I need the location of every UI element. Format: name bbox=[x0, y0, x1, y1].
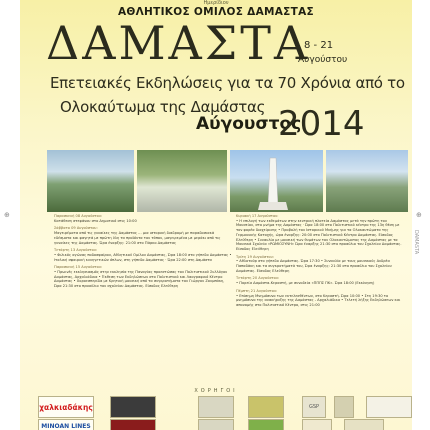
sponsors-heading: ΧΟΡΗΓΟΙ bbox=[194, 388, 238, 394]
program-text: Κατάθεση στεφάνου στο Δημοτικό στις 10:00 bbox=[54, 218, 137, 223]
program-item bbox=[236, 214, 404, 252]
organizer-label: Ημερίδιον bbox=[203, 0, 229, 6]
program-item bbox=[54, 214, 232, 223]
program-item bbox=[236, 289, 404, 308]
photo-memorial-monument bbox=[230, 150, 323, 212]
program-date: Παρασκευή 08 Αυγούστου: bbox=[54, 214, 103, 218]
program-text: Μαγειρέματα από τις γυναίκες της Δαμάστας ... μια ιστορική διαδρομή με παραδοσιακά εδέσματα και φαγητά με πρώτη ύλη τα προϊόντα του τόπου, μαγειρεμένα με μεράκι από τις γυναίκες της Δαμάστας. Ώρα έναρξης: 21:00 στο Πάρκο Δαμάστας bbox=[54, 231, 221, 245]
sponsor-logo-3 bbox=[198, 396, 234, 418]
program-item bbox=[236, 255, 404, 274]
sponsor-logo-11 bbox=[302, 419, 332, 430]
photo-village-dance bbox=[47, 150, 134, 212]
sponsor-logo-7 bbox=[366, 396, 412, 418]
program-date: Πέμπτη 21 Αυγούστου: bbox=[236, 288, 278, 293]
program-date: Κυριακή 17 Αυγούστου: bbox=[236, 214, 279, 218]
sponsor-logo-10 bbox=[248, 419, 284, 430]
program-right-column bbox=[236, 214, 404, 311]
subtitle-line-2: Ολοκαύτωμα της Δαμάστας bbox=[60, 98, 266, 116]
program-text: • Πορεία Δαμάστα-Κεραστή, με συνοδεία «ΠΠΠΣ ΠΚ». Ώρα 18:00 (Εκκίνηση) bbox=[236, 281, 375, 286]
side-watermark: DAMASTA bbox=[413, 230, 419, 255]
sponsor-logo-4 bbox=[248, 396, 284, 418]
registration-mark-icon: ⊕ bbox=[4, 211, 10, 219]
organizer-name: ΑΘΛΗΤΙΚΟΣ ΟΜΙΛΟΣ ΔΑΜΑΣΤΑΣ bbox=[117, 6, 315, 18]
photo-village-landscape bbox=[326, 150, 408, 212]
program-item bbox=[54, 248, 232, 262]
poster-title: ΔΑΜΑΣΤΑ bbox=[46, 16, 311, 70]
program-date: Σάββατο 09 Αυγούστου: bbox=[54, 226, 98, 231]
year-label: 2014 bbox=[278, 104, 365, 144]
program-item bbox=[54, 265, 232, 289]
sponsor-logo-chalkiadakis: χαλκιαδάκης bbox=[38, 396, 94, 418]
event-dates: 8 - 21 bbox=[304, 40, 334, 51]
program-left-column bbox=[54, 214, 232, 292]
program-text: • Η επιλογή των εκθεμάτων στην κεντρική πλατεία Δαμάστας μετά την πρώτη του Μουσείου, στο μνήμα της Δαμάστας · Ώρα 18:00 στο Πολιτιστικό κέντρο της 13η θέση με τον φορέα διαχείρισης • Προβολή του Ιστορικού Μνήμης για τα Ολοκαυτώματα της Γερμανικής Κατοχής, ώρα έναρξης: 20:00 στο Πολιτιστικό Κέντρο Δαμάστας. Είσοδος Ελεύθερη • Συναυλία με μουσική των θυμάτων του Ολοκαυτώματος της Δαμάστας με τα Μουσικά Σχολεία «ΡΩΜΙΟΣΥΝΗ» Ώρα έναρξης 21:30 στο προαύλιο του Σχολείου Δαμάστας. Είσοδος Ελεύθερη bbox=[236, 218, 402, 251]
program-item bbox=[54, 226, 232, 245]
sponsor-logo-gsp: GSP bbox=[302, 396, 326, 418]
month-label: Αύγουστος bbox=[196, 114, 302, 134]
program-text: • Φιλικός αγώνας ποδοσφαίρου, Αθλητικού Ομίλου Δαμάστας, Ώρα 18:00 στο γήπεδο Δαμάστας • Ιταλική σφαιρική κυνηγετικών όπλων, στη γήπεδο Δαμάστας · Ώρα 22:00 στη Δαμάστα bbox=[54, 252, 232, 262]
sponsor-logo-8 bbox=[110, 419, 156, 430]
sponsor-logo-6 bbox=[334, 396, 354, 418]
subtitle-line-1: Επετειακές Εκδηλώσεις για τα 70 Χρόνια από το bbox=[50, 74, 405, 92]
program-date: Παρασκευή 15 Αυγούστου: bbox=[54, 265, 103, 270]
sponsor-logo-12 bbox=[344, 419, 384, 430]
registration-mark-icon: ⊕ bbox=[416, 211, 422, 219]
event-month-small: Αυγούστου bbox=[298, 55, 348, 65]
sponsor-logo-2 bbox=[110, 396, 156, 418]
program-date: Τετάρτη 13 Αυγούστου: bbox=[54, 248, 98, 253]
monument-graphic bbox=[230, 150, 323, 212]
program-text: • Πρωινές εκκλησιασμός στην εκκλησία της Παναγίας προεστώσας του Πολιτιστικού Συλλόγου Δαμάστας, Αρχαλιάδικα • Έκθεση των Εκδηλώσεων στο Πολιτιστικό και Λαογραφικό Κέντρο Δαμάστας • Χοροεσπερίδα με Κρητική μουσική από τα συγκροτήματα του Γιώργου Ζουμπάκη, Ώρα 21:30 στο προαύλιο του σχολείου Δαμάστας. Είσοδος Ελεύθερη bbox=[54, 270, 228, 289]
program-text: • Αθλοτούρ στο γήπεδο Δαμάστας. Ώρα 17:30 • Συναυλία με τους μουσικούς Ανδρέα Παπαδάκη και τα συγκροτήματά του, Ώρα έναρξης: 21:30 στο προαύλιο του Σχολείου Δαμάστας. Είσοδος Ελεύθερη bbox=[236, 259, 392, 273]
event-poster bbox=[20, 0, 412, 430]
program-item bbox=[236, 276, 404, 285]
sponsor-logo-9 bbox=[198, 419, 234, 430]
program-text: • Επίσημη Μνημόσυνο των εκτελεσθέντων, στο Κεραστή. Ώρα 10:00 • Στη 19:30 το μνημόσυνο της ανακήρυξης της Δαμάστας - Αρχαλιάδικα • Τελετή λήξης Εκδηλώσεων και απονομής στο Πολιτιστικό Κέντρο, στις 21:00 bbox=[236, 293, 401, 307]
program-date: Τρίτη 19 Αυγούστου: bbox=[236, 254, 274, 259]
program-date: Τετάρτη 20 Αυγούστου: bbox=[236, 276, 280, 281]
sponsor-logo-minoan-lines: MINOAN LINES bbox=[38, 419, 94, 430]
photo-crowd bbox=[137, 150, 227, 212]
